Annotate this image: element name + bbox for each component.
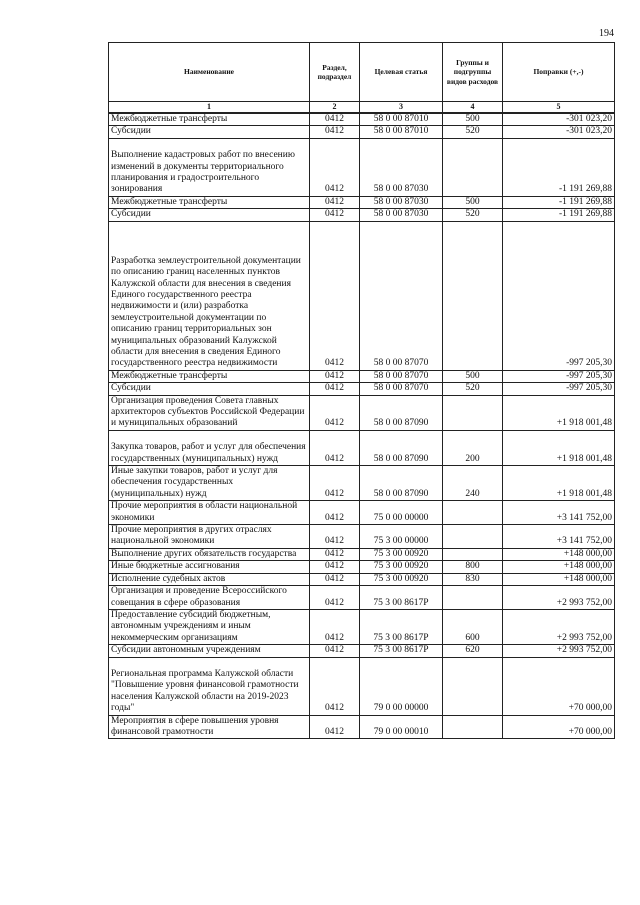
row-name-cell: Межбюджетные трансферты	[109, 113, 310, 126]
row-group-cell: 520	[443, 126, 503, 138]
row-amount-cell: -1 191 269,88	[503, 138, 615, 196]
row-group-cell: 500	[443, 113, 503, 126]
row-group-cell	[443, 715, 503, 739]
row-amount-cell: -301 023,20	[503, 126, 615, 138]
table-row	[109, 657, 615, 715]
row-section-cell: 0412	[310, 196, 360, 208]
row-group-cell: 800	[443, 561, 503, 573]
row-name-cell: Иные закупки товаров, работ и услуг для обеспечения государственных (муниципальных) нужд	[109, 466, 310, 501]
row-section-cell: 0412	[310, 586, 360, 610]
table-row	[109, 113, 615, 126]
row-amount-cell: +148 000,00	[503, 573, 615, 585]
row-article-cell: 58 0 00 87070	[360, 383, 443, 395]
row-amount-cell: -997 205,30	[503, 383, 615, 395]
row-amount-cell: +1 918 001,48	[503, 430, 615, 465]
row-name-cell: Предоставление субсидий бюджетным, автономным учреждениям и иным некоммерческим организациям	[109, 609, 310, 644]
row-section-cell: 0412	[310, 525, 360, 549]
row-amount-cell: +70 000,00	[503, 715, 615, 739]
page-number: 194	[599, 28, 614, 39]
row-amount-cell: -997 205,30	[503, 221, 615, 370]
row-amount-cell: -301 023,20	[503, 113, 615, 126]
table-row	[109, 126, 615, 138]
header-row	[109, 43, 615, 102]
table-row	[109, 609, 615, 644]
row-section-cell: 0412	[310, 548, 360, 560]
row-section-cell: 0412	[310, 395, 360, 430]
row-name-cell: Межбюджетные трансферты	[109, 196, 310, 208]
row-amount-cell: +148 000,00	[503, 548, 615, 560]
row-name-cell: Закупка товаров, работ и услуг для обеспечения государственных (муниципальных) нужд	[109, 430, 310, 465]
header-section: Раздел, подраздел	[310, 43, 360, 102]
row-name-cell: Иные бюджетные ассигнования	[109, 561, 310, 573]
row-group-cell	[443, 395, 503, 430]
row-section-cell: 0412	[310, 138, 360, 196]
row-group-cell	[443, 138, 503, 196]
row-group-cell: 500	[443, 196, 503, 208]
row-section-cell: 0412	[310, 430, 360, 465]
table-row	[109, 586, 615, 610]
table-row	[109, 501, 615, 525]
row-article-cell: 58 0 00 87010	[360, 113, 443, 126]
row-section-cell: 0412	[310, 501, 360, 525]
row-name-cell: Региональная программа Калужской области "Повышение уровня финансовой грамотности населения Калужской области на 2019-2023 годы"	[109, 657, 310, 715]
header-name: Наименование	[109, 43, 310, 102]
row-name-cell: Субсидии	[109, 126, 310, 138]
table-row	[109, 645, 615, 657]
row-article-cell: 58 0 00 87070	[360, 370, 443, 382]
row-name-cell: Мероприятия в сфере повышения уровня финансовой грамотности	[109, 715, 310, 739]
row-group-cell	[443, 501, 503, 525]
row-amount-cell: +148 000,00	[503, 561, 615, 573]
row-name-cell: Исполнение судебных актов	[109, 573, 310, 585]
row-name-cell: Организация и проведение Всероссийского совещания в сфере образования	[109, 586, 310, 610]
column-number: 2	[310, 102, 360, 114]
row-section-cell: 0412	[310, 113, 360, 126]
table-row	[109, 430, 615, 465]
row-group-cell: 600	[443, 609, 503, 644]
row-amount-cell: +3 141 752,00	[503, 525, 615, 549]
row-article-cell: 79 0 00 00010	[360, 715, 443, 739]
header-group: Группы и подгруппы видов расходов	[443, 43, 503, 102]
row-section-cell: 0412	[310, 209, 360, 221]
row-group-cell: 200	[443, 430, 503, 465]
row-amount-cell: +2 993 752,00	[503, 609, 615, 644]
column-number: 1	[109, 102, 310, 114]
row-name-cell: Разработка землеустроительной документации по описанию границ населенных пунктов Калужской области для внесения в сведения Единого государственного реестра недвижимости и (или) разработка землеустроительной документации по описанию границ территориальных зон муниципальных образований Калужской области для внесения в сведения Единого государственного реестра недвижимости	[109, 221, 310, 370]
row-group-cell: 240	[443, 466, 503, 501]
table-row	[109, 138, 615, 196]
row-group-cell: 620	[443, 645, 503, 657]
row-section-cell: 0412	[310, 609, 360, 644]
row-group-cell: 830	[443, 573, 503, 585]
row-article-cell: 58 0 00 87010	[360, 126, 443, 138]
row-article-cell: 58 0 00 87090	[360, 466, 443, 501]
row-article-cell: 75 3 00 8617Р	[360, 609, 443, 644]
row-section-cell: 0412	[310, 466, 360, 501]
row-name-cell: Организация проведения Совета главных архитекторов субъектов Российской Федерации и муниципальных образований	[109, 395, 310, 430]
row-article-cell: 75 3 00 00920	[360, 573, 443, 585]
row-name-cell: Прочие мероприятия в других отраслях национальной экономики	[109, 525, 310, 549]
row-article-cell: 58 0 00 87030	[360, 196, 443, 208]
row-group-cell	[443, 525, 503, 549]
row-section-cell: 0412	[310, 221, 360, 370]
header-amount: Поправки (+,-)	[503, 43, 615, 102]
table-row	[109, 196, 615, 208]
row-article-cell: 75 3 00 8617Р	[360, 586, 443, 610]
row-section-cell: 0412	[310, 645, 360, 657]
row-group-cell: 520	[443, 383, 503, 395]
row-name-cell: Межбюджетные трансферты	[109, 370, 310, 382]
row-amount-cell: -997 205,30	[503, 370, 615, 382]
row-article-cell: 75 3 00 00920	[360, 548, 443, 560]
row-amount-cell: +3 141 752,00	[503, 501, 615, 525]
column-number: 4	[443, 102, 503, 114]
row-section-cell: 0412	[310, 383, 360, 395]
table-row	[109, 525, 615, 549]
row-name-cell: Субсидии	[109, 209, 310, 221]
table-row	[109, 548, 615, 560]
row-section-cell: 0412	[310, 126, 360, 138]
row-name-cell: Выполнение других обязательств государства	[109, 548, 310, 560]
row-amount-cell: -1 191 269,88	[503, 209, 615, 221]
row-amount-cell: +1 918 001,48	[503, 466, 615, 501]
row-article-cell: 58 0 00 87030	[360, 138, 443, 196]
table-row	[109, 573, 615, 585]
row-article-cell: 79 0 00 00000	[360, 657, 443, 715]
row-group-cell	[443, 221, 503, 370]
row-article-cell: 75 3 00 00920	[360, 561, 443, 573]
row-section-cell: 0412	[310, 715, 360, 739]
row-amount-cell: -1 191 269,88	[503, 196, 615, 208]
row-amount-cell: +70 000,00	[503, 657, 615, 715]
table-row	[109, 561, 615, 573]
table-row	[109, 370, 615, 382]
row-amount-cell: +1 918 001,48	[503, 395, 615, 430]
table-row	[109, 383, 615, 395]
row-article-cell: 75 3 00 8617Р	[360, 645, 443, 657]
column-number-row	[109, 102, 615, 114]
row-amount-cell: +2 993 752,00	[503, 586, 615, 610]
row-name-cell: Прочие мероприятия в области национальной экономики	[109, 501, 310, 525]
column-number: 5	[503, 102, 615, 114]
row-amount-cell: +2 993 752,00	[503, 645, 615, 657]
row-article-cell: 58 0 00 87070	[360, 221, 443, 370]
row-group-cell	[443, 586, 503, 610]
row-group-cell: 500	[443, 370, 503, 382]
header-article: Целевая статья	[360, 43, 443, 102]
row-article-cell: 58 0 00 87090	[360, 430, 443, 465]
table-row	[109, 221, 615, 370]
table-row	[109, 715, 615, 739]
row-section-cell: 0412	[310, 370, 360, 382]
row-article-cell: 75 3 00 00000	[360, 525, 443, 549]
column-number: 3	[360, 102, 443, 114]
table-row	[109, 395, 615, 430]
budget-table	[108, 42, 615, 739]
row-group-cell	[443, 548, 503, 560]
row-article-cell: 58 0 00 87030	[360, 209, 443, 221]
row-name-cell: Выполнение кадастровых работ по внесению изменений в документы территориального планирования и градостроительного зонирования	[109, 138, 310, 196]
row-section-cell: 0412	[310, 561, 360, 573]
table-row	[109, 209, 615, 221]
row-section-cell: 0412	[310, 657, 360, 715]
row-group-cell: 520	[443, 209, 503, 221]
row-name-cell: Субсидии автономным учреждениям	[109, 645, 310, 657]
row-section-cell: 0412	[310, 573, 360, 585]
table-row	[109, 466, 615, 501]
row-group-cell	[443, 657, 503, 715]
row-article-cell: 58 0 00 87090	[360, 395, 443, 430]
row-article-cell: 75 0 00 00000	[360, 501, 443, 525]
row-name-cell: Субсидии	[109, 383, 310, 395]
